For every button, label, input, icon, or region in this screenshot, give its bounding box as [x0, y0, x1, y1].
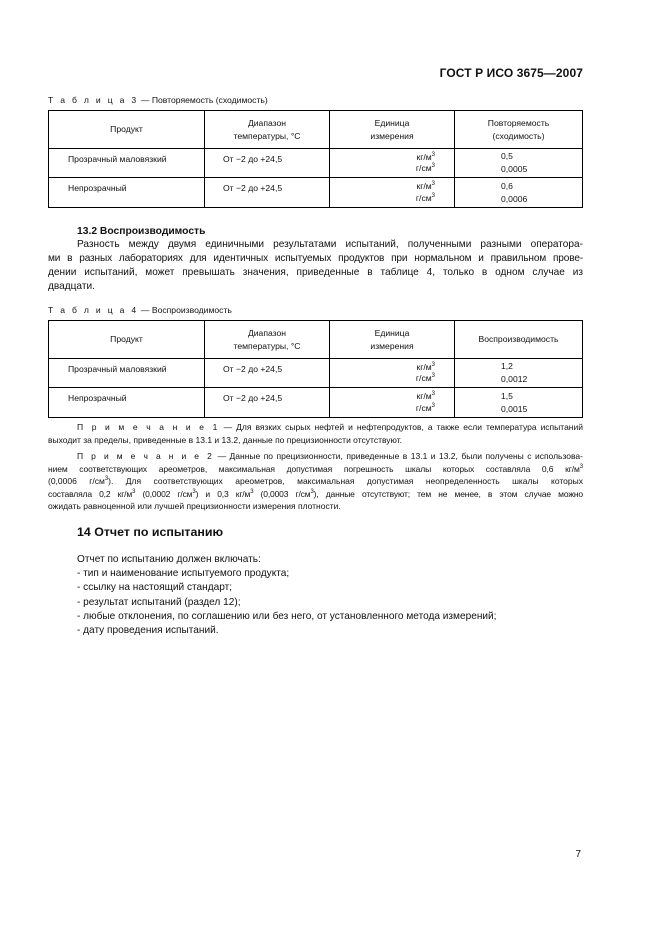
note-line: составляла 0,2 $кг/м^3$ (0,0002 $г/см^3$) и 0,3 $кг/м^3$ (0,0003 $г/см^3$), данные отсутствуют; тем не менее, в этом случае можно	[48, 488, 583, 499]
table-cell-value: 1,5 0,0015	[455, 388, 583, 418]
table-cell-unit: $кг/м^3$ $г/см^3$	[330, 388, 455, 418]
note-line: выходит за пределы, приведенные в 13.1 и 13.2, данные по прецизионности отсутствуют.	[48, 434, 403, 445]
table3-header-row	[49, 111, 583, 149]
table4-caption-label: Т а б л и ц а 4	[48, 305, 139, 315]
table-cell-temp: От −2 до +24,5	[205, 149, 330, 178]
table3-caption-label: Т а б л и ц а 3	[48, 95, 139, 105]
list-item: - любые отклонения, по соглашению или без него, от установленного метода измерений;	[77, 610, 497, 622]
note-1-label: П р и м е ч а н и е 1	[77, 422, 220, 432]
list-item: - дату проведения испытаний.	[77, 625, 219, 637]
note-1	[48, 421, 583, 446]
section-14-heading: 14 Отчет по испытанию	[77, 525, 224, 539]
table-row	[49, 178, 583, 208]
list-item: - тип и наименование испытуемого продукта;	[77, 568, 290, 580]
table-row	[49, 359, 583, 388]
table-cell-unit: $кг/м^3$ $г/см^3$	[330, 178, 455, 208]
table-cell-temp: От −2 до +24,5	[205, 178, 330, 208]
paragraph-line: дении испытаний, может превышать значения, приведенные в таблице 4, только в одном случае из	[48, 266, 583, 278]
paragraph-line: двадцати.	[48, 280, 95, 292]
table3-caption	[48, 95, 268, 105]
table-cell-product: Прозрачный маловязкий	[49, 359, 205, 388]
note-line: нием соответствующих ареометров, максимальная допустимая погрешность шкалы которых составляла 0,6 $кг/м^3$	[48, 463, 583, 474]
table-cell-value: 0,5 0,0005	[455, 149, 583, 178]
table4-caption	[48, 305, 232, 315]
section-13-2-heading: 13.2 Воспроизводимость	[77, 226, 206, 237]
note-2-label: П р и м е ч а н и е 2	[77, 451, 215, 461]
table3-header-temp: Диапазон температуры, °С	[205, 111, 330, 149]
table-cell-unit: $кг/м^3$ $г/см^3$	[330, 359, 455, 388]
page-number: 7	[575, 849, 581, 860]
section-14-intro: Отчет по испытанию должен включать:	[77, 554, 261, 565]
section-13-2-paragraph	[48, 238, 583, 294]
table3-header-unit: Единица измерения	[330, 111, 455, 149]
table4	[48, 320, 583, 418]
table3-header-product: Продукт	[49, 111, 205, 149]
table4-header-unit: Единица измерения	[330, 321, 455, 359]
table-cell-temp: От −2 до +24,5	[205, 359, 330, 388]
table4-header-temp: Диапазон температуры, °С	[205, 321, 330, 359]
table-cell-unit: $кг/м^3$ $г/см^3$	[330, 149, 455, 178]
standard-id: ГОСТ Р ИСО 3675—2007	[439, 66, 583, 80]
list-item: - результат испытаний (раздел 12);	[77, 596, 241, 608]
table4-caption-title: — Воспроизводимость	[138, 305, 232, 315]
paragraph-line: Разность между двумя единичными результатами испытаний, полученными разными оператора-	[77, 239, 583, 250]
table3-header-value: Повторяемость (сходимость)	[455, 111, 583, 149]
table-cell-temp: От −2 до +24,5	[205, 388, 330, 418]
table4-header-row	[49, 321, 583, 359]
table4-header-value: Воспроизводимость	[455, 321, 583, 359]
table3	[48, 110, 583, 208]
table-row	[49, 388, 583, 418]
table-cell-product: Прозрачный маловязкий	[49, 149, 205, 178]
table-cell-value: 0,6 0,0006	[455, 178, 583, 208]
note-line: П р и м е ч а н и е 2 — Данные по прецизионности, приведенные в 13.1 и 13.2, были получены с использова-	[77, 451, 583, 461]
note-line: П р и м е ч а н и е 1 — Для вязких сырых нефтей и нефтепродуктов, а также если температура испытаний	[77, 422, 583, 432]
table-cell-product: Непрозрачный	[49, 178, 205, 208]
table3-caption-title: — Повторяемость (сходимость)	[138, 95, 268, 105]
note-line: (0,0006 $г/см^3$). Для соответствующих ареометров, максимальная допустимая неопределенность шкалы которых	[48, 476, 584, 487]
table-cell-product: Непрозрачный	[49, 388, 205, 418]
paragraph-line: ми в разных лабораториях для идентичных испытуемых продуктов при нормальном и правильном прове-	[48, 252, 583, 264]
table4-header-product: Продукт	[49, 321, 205, 359]
note-2	[48, 450, 583, 513]
table-cell-value: 1,2 0,0012	[455, 359, 583, 388]
note-line: ожидать равноценной или лучшей прецизионности измерения плотности.	[48, 501, 341, 512]
table-row	[49, 149, 583, 178]
list-item: - ссылку на настоящий стандарт;	[77, 582, 233, 594]
section-14-content	[77, 553, 496, 638]
